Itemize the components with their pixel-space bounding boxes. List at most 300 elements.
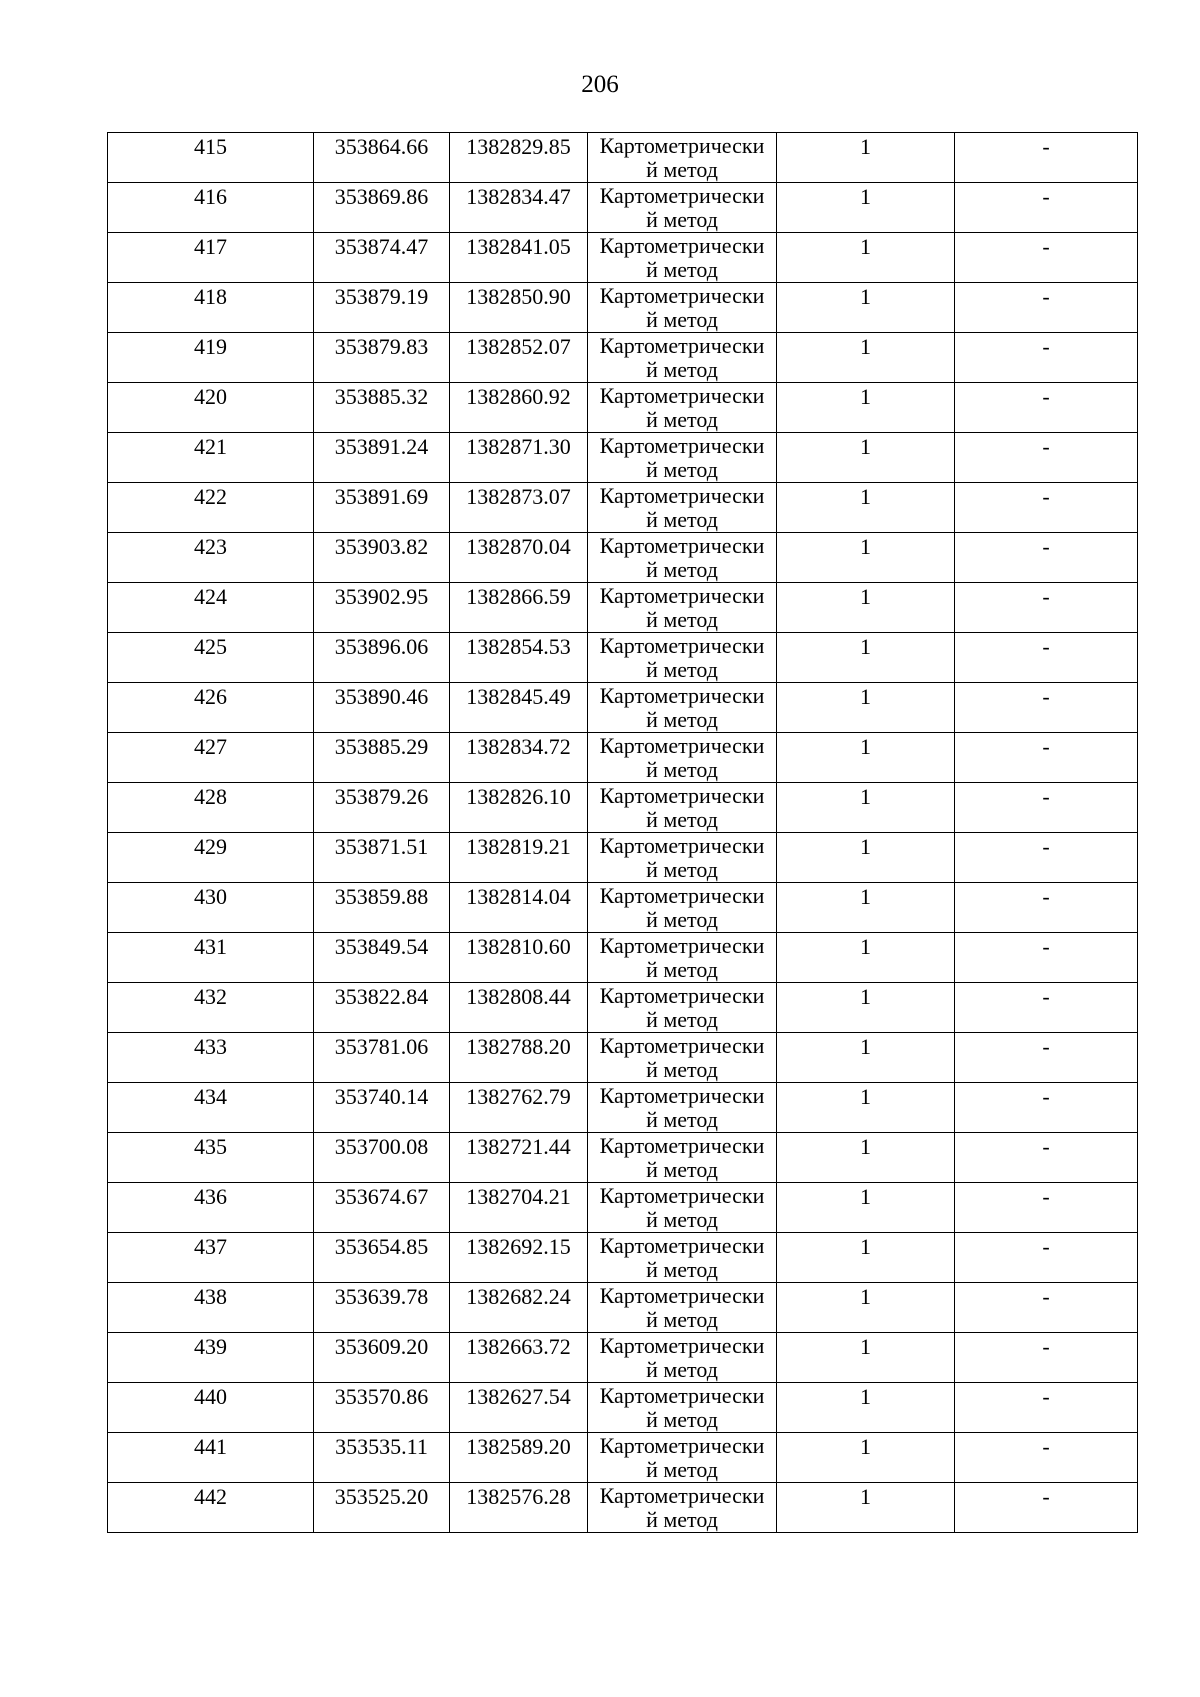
note-text: - [1042,984,1050,1009]
table-row [108,833,1138,883]
note-cell [955,1083,1138,1133]
y-coordinate-cell [450,883,588,933]
x-coordinate-text: 353879.26 [334,784,429,809]
point-number-text: 436 [194,1184,227,1209]
method-line-2: й метод [646,657,718,682]
x-coordinate-cell [314,333,450,383]
table-row [108,883,1138,933]
method-line-1: Картометрически [599,1433,765,1458]
accuracy-cell [777,233,955,283]
accuracy-text: 1 [860,684,871,709]
method-line-1: Картометрически [599,283,765,308]
table-row [108,333,1138,383]
method-line-1: Картометрически [599,1483,765,1508]
accuracy-text: 1 [860,434,871,459]
method-cell [588,1233,777,1283]
method-cell [588,883,777,933]
accuracy-cell [777,1333,955,1383]
note-text: - [1042,684,1050,709]
point-number-text: 430 [194,884,227,909]
method-line-2: й метод [646,1407,718,1432]
y-coordinate-text: 1382866.59 [466,584,571,609]
method-cell [588,1083,777,1133]
x-coordinate-text: 353700.08 [334,1134,429,1159]
method-line-2: й метод [646,1507,718,1532]
y-coordinate-text: 1382870.04 [466,534,571,559]
point-number-text: 423 [194,534,227,559]
accuracy-text: 1 [860,734,871,759]
accuracy-cell [777,1433,955,1483]
x-coordinate-text: 353859.88 [334,884,429,909]
x-coordinate-cell [314,883,450,933]
note-text: - [1042,934,1050,959]
method-line-1: Картометрически [599,933,765,958]
note-text: - [1042,1184,1050,1209]
y-coordinate-cell [450,1033,588,1083]
table-row [108,1383,1138,1433]
point-number-cell [108,783,314,833]
y-coordinate-text: 1382829.85 [466,134,571,159]
accuracy-text: 1 [860,1284,871,1309]
point-number-cell [108,733,314,783]
x-coordinate-cell [314,133,450,183]
y-coordinate-cell [450,1233,588,1283]
y-coordinate-text: 1382788.20 [466,1034,571,1059]
method-line-2: й метод [646,1107,718,1132]
method-line-1: Картометрически [599,233,765,258]
y-coordinate-cell [450,983,588,1033]
accuracy-cell [777,1033,955,1083]
table-row [108,983,1138,1033]
accuracy-text: 1 [860,1234,871,1259]
method-line-1: Картометрически [599,583,765,608]
point-number-cell [108,1233,314,1283]
point-number-cell [108,933,314,983]
x-coordinate-cell [314,533,450,583]
note-cell [955,683,1138,733]
accuracy-cell [777,183,955,233]
point-number-text: 418 [194,284,227,309]
x-coordinate-cell [314,1283,450,1333]
note-cell [955,283,1138,333]
x-coordinate-cell [314,1133,450,1183]
x-coordinate-text: 353891.24 [334,434,429,459]
method-line-2: й метод [646,507,718,532]
x-coordinate-text: 353740.14 [334,1084,429,1109]
method-line-2: й метод [646,357,718,382]
x-coordinate-cell [314,983,450,1033]
point-number-text: 437 [194,1234,227,1259]
x-coordinate-cell [314,1383,450,1433]
note-cell [955,433,1138,483]
note-cell [955,1383,1138,1433]
y-coordinate-cell [450,633,588,683]
table-row [108,1183,1138,1233]
method-line-2: й метод [646,707,718,732]
note-cell [955,883,1138,933]
y-coordinate-cell [450,783,588,833]
y-coordinate-text: 1382704.21 [466,1184,571,1209]
accuracy-text: 1 [860,634,871,659]
accuracy-text: 1 [860,1184,871,1209]
x-coordinate-text: 353864.66 [334,134,429,159]
x-coordinate-cell [314,1233,450,1283]
table-row [108,1083,1138,1133]
point-number-cell [108,1183,314,1233]
point-number-text: 424 [194,584,227,609]
point-number-text: 420 [194,384,227,409]
x-coordinate-cell [314,1183,450,1233]
point-number-cell [108,1333,314,1383]
point-number-cell [108,683,314,733]
x-coordinate-cell [314,1333,450,1383]
x-coordinate-cell [314,283,450,333]
method-line-1: Картометрически [599,783,765,808]
x-coordinate-text: 353874.47 [334,234,429,259]
note-cell [955,483,1138,533]
x-coordinate-text: 353871.51 [334,834,429,859]
accuracy-cell [777,733,955,783]
x-coordinate-cell [314,633,450,683]
x-coordinate-text: 353879.83 [334,334,429,359]
method-line-1: Картометрически [599,1283,765,1308]
note-text: - [1042,1034,1050,1059]
point-number-text: 442 [194,1484,227,1509]
method-line-1: Картометрически [599,633,765,658]
method-line-1: Картометрически [599,1033,765,1058]
point-number-text: 417 [194,234,227,259]
point-number-cell [108,533,314,583]
x-coordinate-text: 353869.86 [334,184,429,209]
note-text: - [1042,634,1050,659]
point-number-text: 434 [194,1084,227,1109]
method-line-1: Картометрически [599,133,765,158]
x-coordinate-text: 353890.46 [334,684,429,709]
accuracy-text: 1 [860,984,871,1009]
y-coordinate-cell [450,1083,588,1133]
accuracy-text: 1 [860,184,871,209]
note-cell [955,333,1138,383]
y-coordinate-cell [450,183,588,233]
note-cell [955,933,1138,983]
point-number-cell [108,233,314,283]
point-number-cell [108,1383,314,1433]
x-coordinate-cell [314,1433,450,1483]
method-line-1: Картометрически [599,1083,765,1108]
y-coordinate-text: 1382682.24 [466,1284,571,1309]
method-cell [588,933,777,983]
method-line-1: Картометрически [599,1183,765,1208]
note-text: - [1042,1284,1050,1309]
x-coordinate-cell [314,583,450,633]
note-text: - [1042,584,1050,609]
table-row [108,733,1138,783]
method-cell [588,183,777,233]
accuracy-cell [777,883,955,933]
x-coordinate-text: 353535.11 [335,1434,428,1459]
point-number-text: 433 [194,1034,227,1059]
y-coordinate-text: 1382808.44 [466,984,571,1009]
note-text: - [1042,334,1050,359]
method-line-2: й метод [646,407,718,432]
y-coordinate-text: 1382576.28 [466,1484,571,1509]
accuracy-cell [777,633,955,683]
method-line-1: Картометрически [599,483,765,508]
method-line-2: й метод [646,607,718,632]
y-coordinate-text: 1382845.49 [466,684,571,709]
page-number: 206 [581,71,619,98]
table-row [108,1333,1138,1383]
y-coordinate-cell [450,583,588,633]
point-number-cell [108,383,314,433]
y-coordinate-cell [450,1433,588,1483]
accuracy-text: 1 [860,234,871,259]
accuracy-text: 1 [860,534,871,559]
accuracy-text: 1 [860,1134,871,1159]
y-coordinate-text: 1382841.05 [466,234,571,259]
method-line-1: Картометрически [599,683,765,708]
y-coordinate-cell [450,933,588,983]
y-coordinate-text: 1382692.15 [466,1234,571,1259]
x-coordinate-text: 353885.29 [334,734,429,759]
table-row [108,1433,1138,1483]
method-line-2: й метод [646,1307,718,1332]
y-coordinate-cell [450,1183,588,1233]
method-cell [588,983,777,1033]
y-coordinate-text: 1382873.07 [466,484,571,509]
table-row [108,1483,1138,1533]
point-number-cell [108,1133,314,1183]
method-line-1: Картометрически [599,1333,765,1358]
method-line-1: Картометрически [599,883,765,908]
point-number-text: 425 [194,634,227,659]
y-coordinate-text: 1382860.92 [466,384,571,409]
table-row [108,133,1138,183]
x-coordinate-text: 353896.06 [334,634,429,659]
accuracy-text: 1 [860,1034,871,1059]
x-coordinate-cell [314,1483,450,1533]
x-coordinate-cell [314,733,450,783]
x-coordinate-text: 353570.86 [334,1384,429,1409]
method-line-1: Картометрически [599,833,765,858]
point-number-cell [108,983,314,1033]
method-line-2: й метод [646,907,718,932]
point-number-cell [108,883,314,933]
method-line-1: Картометрически [599,733,765,758]
method-cell [588,233,777,283]
accuracy-text: 1 [860,784,871,809]
accuracy-text: 1 [860,834,871,859]
accuracy-cell [777,583,955,633]
accuracy-text: 1 [860,1084,871,1109]
note-cell [955,383,1138,433]
x-coordinate-cell [314,833,450,883]
method-cell [588,133,777,183]
y-coordinate-cell [450,1333,588,1383]
method-cell [588,633,777,683]
point-number-cell [108,1083,314,1133]
table-row [108,1283,1138,1333]
y-coordinate-cell [450,383,588,433]
method-line-2: й метод [646,1457,718,1482]
table-row [108,783,1138,833]
method-line-2: й метод [646,1057,718,1082]
table-row [108,583,1138,633]
method-line-2: й метод [646,207,718,232]
note-cell [955,1483,1138,1533]
x-coordinate-cell [314,233,450,283]
x-coordinate-cell [314,433,450,483]
point-number-text: 419 [194,334,227,359]
y-coordinate-cell [450,233,588,283]
note-text: - [1042,1134,1050,1159]
y-coordinate-text: 1382834.47 [466,184,571,209]
note-cell [955,1133,1138,1183]
method-cell [588,583,777,633]
x-coordinate-text: 353902.95 [334,584,429,609]
accuracy-text: 1 [860,484,871,509]
point-number-cell [108,1033,314,1083]
method-cell [588,383,777,433]
y-coordinate-cell [450,133,588,183]
y-coordinate-cell [450,833,588,883]
point-number-cell [108,283,314,333]
note-cell [955,1233,1138,1283]
y-coordinate-cell [450,1383,588,1433]
method-line-2: й метод [646,1157,718,1182]
y-coordinate-text: 1382850.90 [466,284,571,309]
method-line-2: й метод [646,957,718,982]
note-text: - [1042,134,1050,159]
method-cell [588,1033,777,1083]
y-coordinate-text: 1382834.72 [466,734,571,759]
accuracy-text: 1 [860,384,871,409]
note-text: - [1042,834,1050,859]
table-row [108,483,1138,533]
point-number-cell [108,1433,314,1483]
point-number-cell [108,333,314,383]
point-number-text: 428 [194,784,227,809]
method-line-1: Картометрически [599,533,765,558]
y-coordinate-cell [450,733,588,783]
table-row [108,283,1138,333]
method-cell [588,783,777,833]
accuracy-cell [777,833,955,883]
table-row [108,683,1138,733]
note-text: - [1042,434,1050,459]
point-number-text: 438 [194,1284,227,1309]
method-cell [588,1483,777,1533]
y-coordinate-text: 1382819.21 [466,834,571,859]
point-number-text: 415 [194,134,227,159]
point-number-text: 432 [194,984,227,1009]
x-coordinate-text: 353849.54 [334,934,429,959]
y-coordinate-text: 1382852.07 [466,334,571,359]
method-line-2: й метод [646,1257,718,1282]
method-line-1: Картометрически [599,183,765,208]
accuracy-text: 1 [860,334,871,359]
accuracy-text: 1 [860,1434,871,1459]
y-coordinate-cell [450,433,588,483]
table-row [108,1033,1138,1083]
method-cell [588,1333,777,1383]
method-line-1: Картометрически [599,433,765,458]
method-cell [588,833,777,883]
method-cell [588,533,777,583]
note-cell [955,183,1138,233]
note-cell [955,833,1138,883]
note-cell [955,1433,1138,1483]
method-line-1: Картометрически [599,383,765,408]
method-cell [588,1283,777,1333]
accuracy-cell [777,1283,955,1333]
x-coordinate-cell [314,933,450,983]
accuracy-cell [777,533,955,583]
note-cell [955,1333,1138,1383]
method-line-2: й метод [646,1357,718,1382]
point-number-cell [108,1483,314,1533]
table-row [108,233,1138,283]
y-coordinate-cell [450,1283,588,1333]
note-cell [955,133,1138,183]
point-number-text: 416 [194,184,227,209]
accuracy-cell [777,1183,955,1233]
accuracy-cell [777,333,955,383]
method-line-2: й метод [646,557,718,582]
method-line-2: й метод [646,1207,718,1232]
x-coordinate-cell [314,183,450,233]
method-cell [588,433,777,483]
method-cell [588,1383,777,1433]
note-text: - [1042,184,1050,209]
accuracy-text: 1 [860,584,871,609]
y-coordinate-text: 1382663.72 [466,1334,571,1359]
note-text: - [1042,1484,1050,1509]
x-coordinate-text: 353903.82 [334,534,429,559]
accuracy-cell [777,1083,955,1133]
method-line-2: й метод [646,757,718,782]
note-text: - [1042,484,1050,509]
method-line-1: Картометрически [599,333,765,358]
method-line-2: й метод [646,157,718,182]
x-coordinate-cell [314,483,450,533]
x-coordinate-text: 353654.85 [334,1234,429,1259]
table-row [108,1233,1138,1283]
method-line-2: й метод [646,457,718,482]
point-number-text: 422 [194,484,227,509]
note-text: - [1042,1384,1050,1409]
y-coordinate-cell [450,683,588,733]
note-text: - [1042,384,1050,409]
point-number-text: 441 [194,1434,227,1459]
note-cell [955,633,1138,683]
point-number-cell [108,133,314,183]
x-coordinate-cell [314,1083,450,1133]
y-coordinate-text: 1382826.10 [466,784,571,809]
table-row [108,633,1138,683]
point-number-text: 426 [194,684,227,709]
note-cell [955,583,1138,633]
coordinates-table [107,132,1138,1533]
point-number-text: 421 [194,434,227,459]
point-number-text: 435 [194,1134,227,1159]
table-row [108,933,1138,983]
note-text: - [1042,884,1050,909]
note-text: - [1042,534,1050,559]
point-number-cell [108,633,314,683]
y-coordinate-text: 1382762.79 [466,1084,571,1109]
y-coordinate-cell [450,483,588,533]
